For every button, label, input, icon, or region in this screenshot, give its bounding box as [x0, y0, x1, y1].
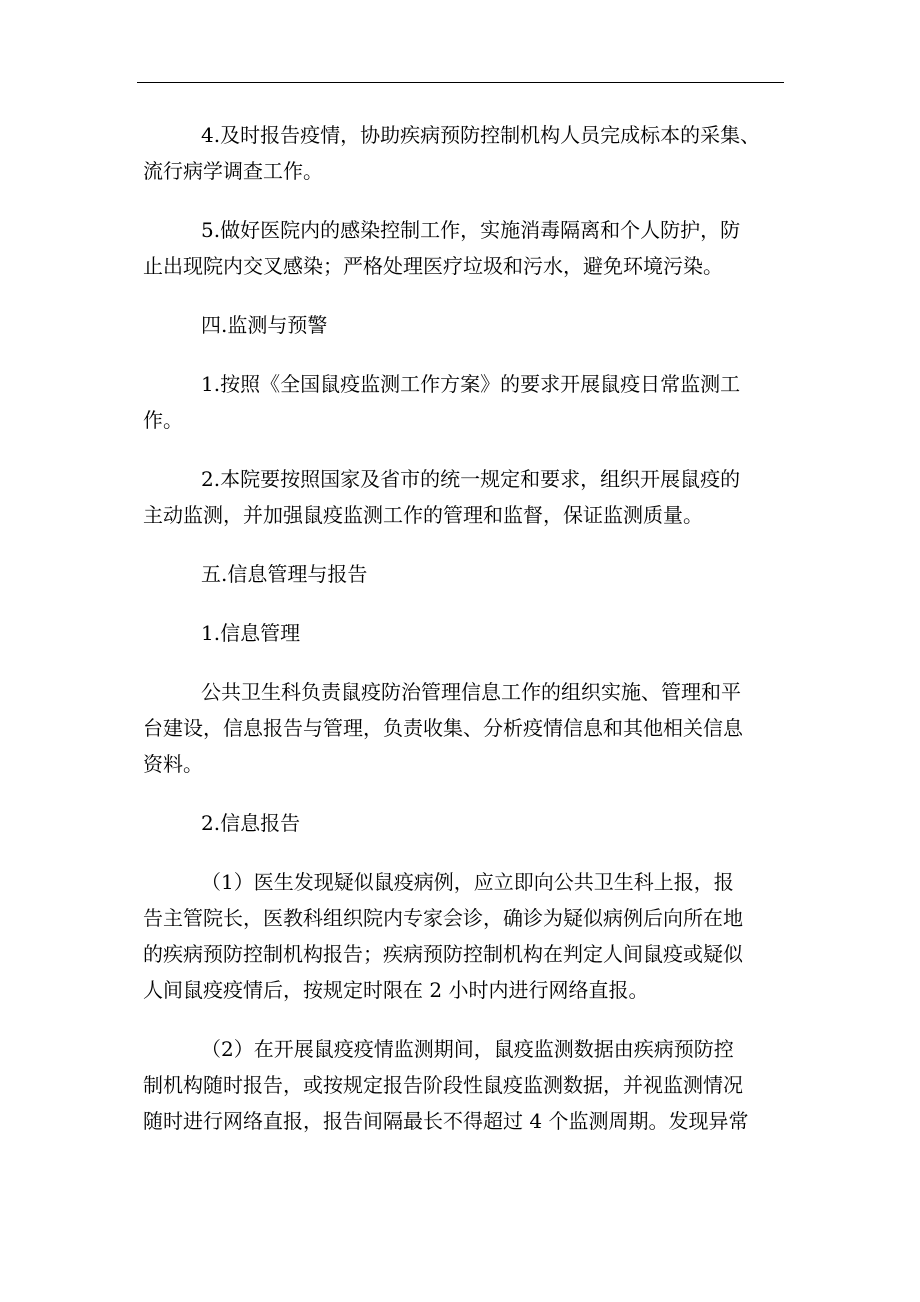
- text-line: （1）医生发现疑似鼠疫病例，应立即向公共卫生科上报，报: [201, 870, 734, 894]
- subheading-information-report: [143, 805, 793, 841]
- paragraph-infection-control: [143, 212, 793, 284]
- text-line: 告主管院长，医教科组织院内专家会诊，确诊为疑似病例后向所在地: [143, 906, 743, 930]
- paragraph-report-epidemic: [143, 117, 793, 189]
- document-body: [143, 117, 793, 1139]
- subheading-information-management: [143, 615, 793, 651]
- text-line: 台建设，信息报告与管理，负责收集、分析疫情信息和其他相关信息: [143, 716, 743, 740]
- subheading-text: 2.信息报告: [201, 811, 301, 835]
- text-line: 人间鼠疫疫情后，按规定时限在 2 小时内进行网络直报。: [143, 978, 649, 1002]
- subheading-text: 1.信息管理: [201, 621, 301, 645]
- text-line: 作。: [143, 408, 183, 432]
- text-line: 资料。: [143, 752, 203, 776]
- text-line: 流行病学调查工作。: [143, 159, 323, 183]
- text-line: 制机构随时报告，或按规定报告阶段性鼠疫监测数据，并视监测情况: [143, 1073, 743, 1097]
- text-line: （2）在开展鼠疫疫情监测期间，鼠疫监测数据由疾病预防控: [201, 1037, 734, 1061]
- text-line: 止出现院内交叉感染；严格处理医疗垃圾和污水，避免环境污染。: [143, 254, 723, 278]
- section-heading-monitoring: [143, 307, 793, 343]
- paragraph-information-management: [143, 674, 793, 782]
- text-line: 主动监测，并加强鼠疫监测工作的管理和监督，保证监测质量。: [143, 503, 703, 527]
- text-line: 1.按照《全国鼠疫监测工作方案》的要求开展鼠疫日常监测工: [201, 372, 741, 396]
- paragraph-monitoring-data-report: [143, 1031, 793, 1139]
- paragraph-active-monitoring: [143, 461, 793, 533]
- paragraph-monitoring-plan: [143, 366, 793, 438]
- section-heading-information: [143, 556, 793, 592]
- section-heading-text: 四.监测与预警: [201, 313, 328, 337]
- text-line: 的疾病预防控制机构报告；疾病预防控制机构在判定人间鼠疫或疑似: [143, 942, 743, 966]
- section-heading-text: 五.信息管理与报告: [201, 562, 368, 586]
- text-line: 4.及时报告疫情，协助疾病预防控制机构人员完成标本的采集、: [201, 123, 761, 147]
- text-line: 2.本院要按照国家及省市的统一规定和要求，组织开展鼠疫的: [201, 467, 741, 491]
- text-line: 公共卫生科负责鼠疫防治管理信息工作的组织实施、管理和平: [201, 680, 741, 704]
- paragraph-doctor-report: [143, 864, 793, 1008]
- header-rule: [137, 82, 784, 83]
- text-line: 5.做好医院内的感染控制工作，实施消毒隔离和个人防护，防: [201, 218, 741, 242]
- text-line: 随时进行网络直报，报告间隔最长不得超过 4 个监测周期。发现异常: [143, 1109, 749, 1133]
